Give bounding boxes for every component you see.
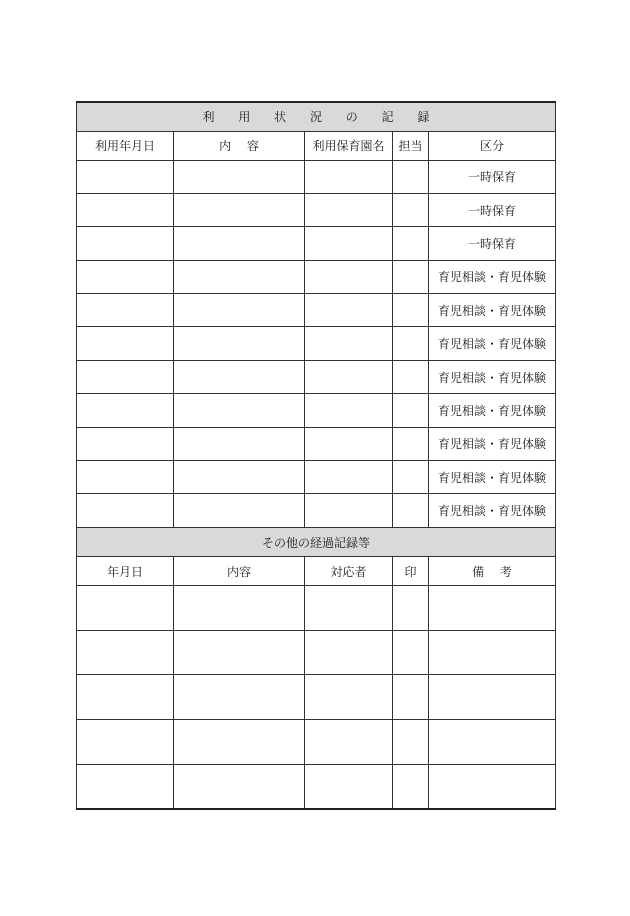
category-cell: 育児相談・育児体験	[429, 260, 556, 293]
header-category: 区分	[429, 131, 556, 160]
staff-cell[interactable]	[393, 394, 429, 427]
category-cell: 育児相談・育児体験	[429, 427, 556, 460]
usage-record-header-row	[77, 131, 556, 160]
nursery-name-cell[interactable]	[305, 394, 393, 427]
staff-cell[interactable]	[393, 494, 429, 527]
seal-cell[interactable]	[393, 720, 429, 765]
nursery-name-cell[interactable]	[305, 294, 393, 327]
usage-date-cell[interactable]	[77, 227, 174, 260]
header-seal: 印	[393, 557, 429, 586]
remarks-cell[interactable]	[429, 630, 556, 675]
usage-record-table	[76, 101, 556, 528]
date-cell[interactable]	[77, 630, 174, 675]
usage-date-cell[interactable]	[77, 394, 174, 427]
content-cell[interactable]	[174, 394, 305, 427]
date-cell[interactable]	[77, 720, 174, 765]
staff-cell[interactable]	[393, 260, 429, 293]
usage-date-cell[interactable]	[77, 160, 174, 193]
category-cell: 育児相談・育児体験	[429, 461, 556, 494]
header-usage-date: 利用年月日	[77, 131, 174, 160]
category-cell: 育児相談・育児体験	[429, 494, 556, 527]
usage-record-row	[77, 160, 556, 193]
category-cell: 育児相談・育児体験	[429, 327, 556, 360]
other-record-title-row	[77, 528, 556, 557]
other-record-row	[77, 675, 556, 720]
other-record-header-row	[77, 557, 556, 586]
usage-record-row	[77, 360, 556, 393]
remarks-cell[interactable]	[429, 720, 556, 765]
remarks-cell[interactable]	[429, 675, 556, 720]
responder-cell[interactable]	[305, 630, 393, 675]
usage-record-row	[77, 494, 556, 527]
staff-cell[interactable]	[393, 461, 429, 494]
responder-cell[interactable]	[305, 720, 393, 765]
content-cell[interactable]	[174, 427, 305, 460]
other-record-row	[77, 720, 556, 765]
staff-cell[interactable]	[393, 327, 429, 360]
responder-cell[interactable]	[305, 586, 393, 631]
category-cell: 育児相談・育児体験	[429, 294, 556, 327]
usage-date-cell[interactable]	[77, 427, 174, 460]
content-cell[interactable]	[174, 260, 305, 293]
usage-record-title: 利 用 状 況 の 記 録	[77, 102, 556, 131]
date-cell[interactable]	[77, 586, 174, 631]
staff-cell[interactable]	[393, 193, 429, 226]
nursery-name-cell[interactable]	[305, 494, 393, 527]
category-cell: 一時保育	[429, 227, 556, 260]
other-record-row	[77, 586, 556, 631]
other-record-row	[77, 764, 556, 809]
content-cell[interactable]	[174, 193, 305, 226]
usage-date-cell[interactable]	[77, 260, 174, 293]
content-cell[interactable]	[174, 327, 305, 360]
responder-cell[interactable]	[305, 675, 393, 720]
category-cell: 育児相談・育児体験	[429, 394, 556, 427]
nursery-name-cell[interactable]	[305, 260, 393, 293]
other-record-table	[76, 528, 556, 810]
usage-date-cell[interactable]	[77, 327, 174, 360]
usage-record-row	[77, 327, 556, 360]
content-cell[interactable]	[174, 630, 305, 675]
category-cell: 一時保育	[429, 193, 556, 226]
remarks-cell[interactable]	[429, 586, 556, 631]
record-sheet	[76, 101, 555, 810]
nursery-name-cell[interactable]	[305, 227, 393, 260]
content-cell[interactable]	[174, 294, 305, 327]
usage-record-row	[77, 394, 556, 427]
staff-cell[interactable]	[393, 227, 429, 260]
usage-record-row	[77, 227, 556, 260]
seal-cell[interactable]	[393, 764, 429, 809]
content-cell[interactable]	[174, 675, 305, 720]
remarks-cell[interactable]	[429, 764, 556, 809]
header-nursery-name: 利用保育園名	[305, 131, 393, 160]
staff-cell[interactable]	[393, 294, 429, 327]
nursery-name-cell[interactable]	[305, 427, 393, 460]
header-content: 内 容	[174, 131, 305, 160]
usage-date-cell[interactable]	[77, 294, 174, 327]
other-record-title: その他の経過記録等	[77, 528, 556, 557]
header-staff: 担当	[393, 131, 429, 160]
usage-date-cell[interactable]	[77, 193, 174, 226]
staff-cell[interactable]	[393, 160, 429, 193]
content-cell[interactable]	[174, 160, 305, 193]
nursery-name-cell[interactable]	[305, 160, 393, 193]
usage-date-cell[interactable]	[77, 360, 174, 393]
category-cell: 育児相談・育児体験	[429, 360, 556, 393]
seal-cell[interactable]	[393, 586, 429, 631]
other-record-row	[77, 630, 556, 675]
usage-date-cell[interactable]	[77, 461, 174, 494]
content-cell[interactable]	[174, 461, 305, 494]
staff-cell[interactable]	[393, 360, 429, 393]
category-cell: 一時保育	[429, 160, 556, 193]
header-date: 年月日	[77, 557, 174, 586]
usage-date-cell[interactable]	[77, 494, 174, 527]
content-cell[interactable]	[174, 227, 305, 260]
usage-record-title-row	[77, 102, 556, 131]
header-responder: 対応者	[305, 557, 393, 586]
nursery-name-cell[interactable]	[305, 461, 393, 494]
seal-cell[interactable]	[393, 630, 429, 675]
usage-record-row	[77, 193, 556, 226]
usage-record-row	[77, 461, 556, 494]
usage-record-row	[77, 260, 556, 293]
usage-record-row	[77, 294, 556, 327]
staff-cell[interactable]	[393, 427, 429, 460]
responder-cell[interactable]	[305, 764, 393, 809]
content-cell[interactable]	[174, 764, 305, 809]
date-cell[interactable]	[77, 764, 174, 809]
content-cell[interactable]	[174, 586, 305, 631]
header-content: 内容	[174, 557, 305, 586]
date-cell[interactable]	[77, 675, 174, 720]
content-cell[interactable]	[174, 720, 305, 765]
nursery-name-cell[interactable]	[305, 193, 393, 226]
usage-record-row	[77, 427, 556, 460]
seal-cell[interactable]	[393, 675, 429, 720]
content-cell[interactable]	[174, 360, 305, 393]
nursery-name-cell[interactable]	[305, 327, 393, 360]
nursery-name-cell[interactable]	[305, 360, 393, 393]
content-cell[interactable]	[174, 494, 305, 527]
header-remarks: 備 考	[429, 557, 556, 586]
